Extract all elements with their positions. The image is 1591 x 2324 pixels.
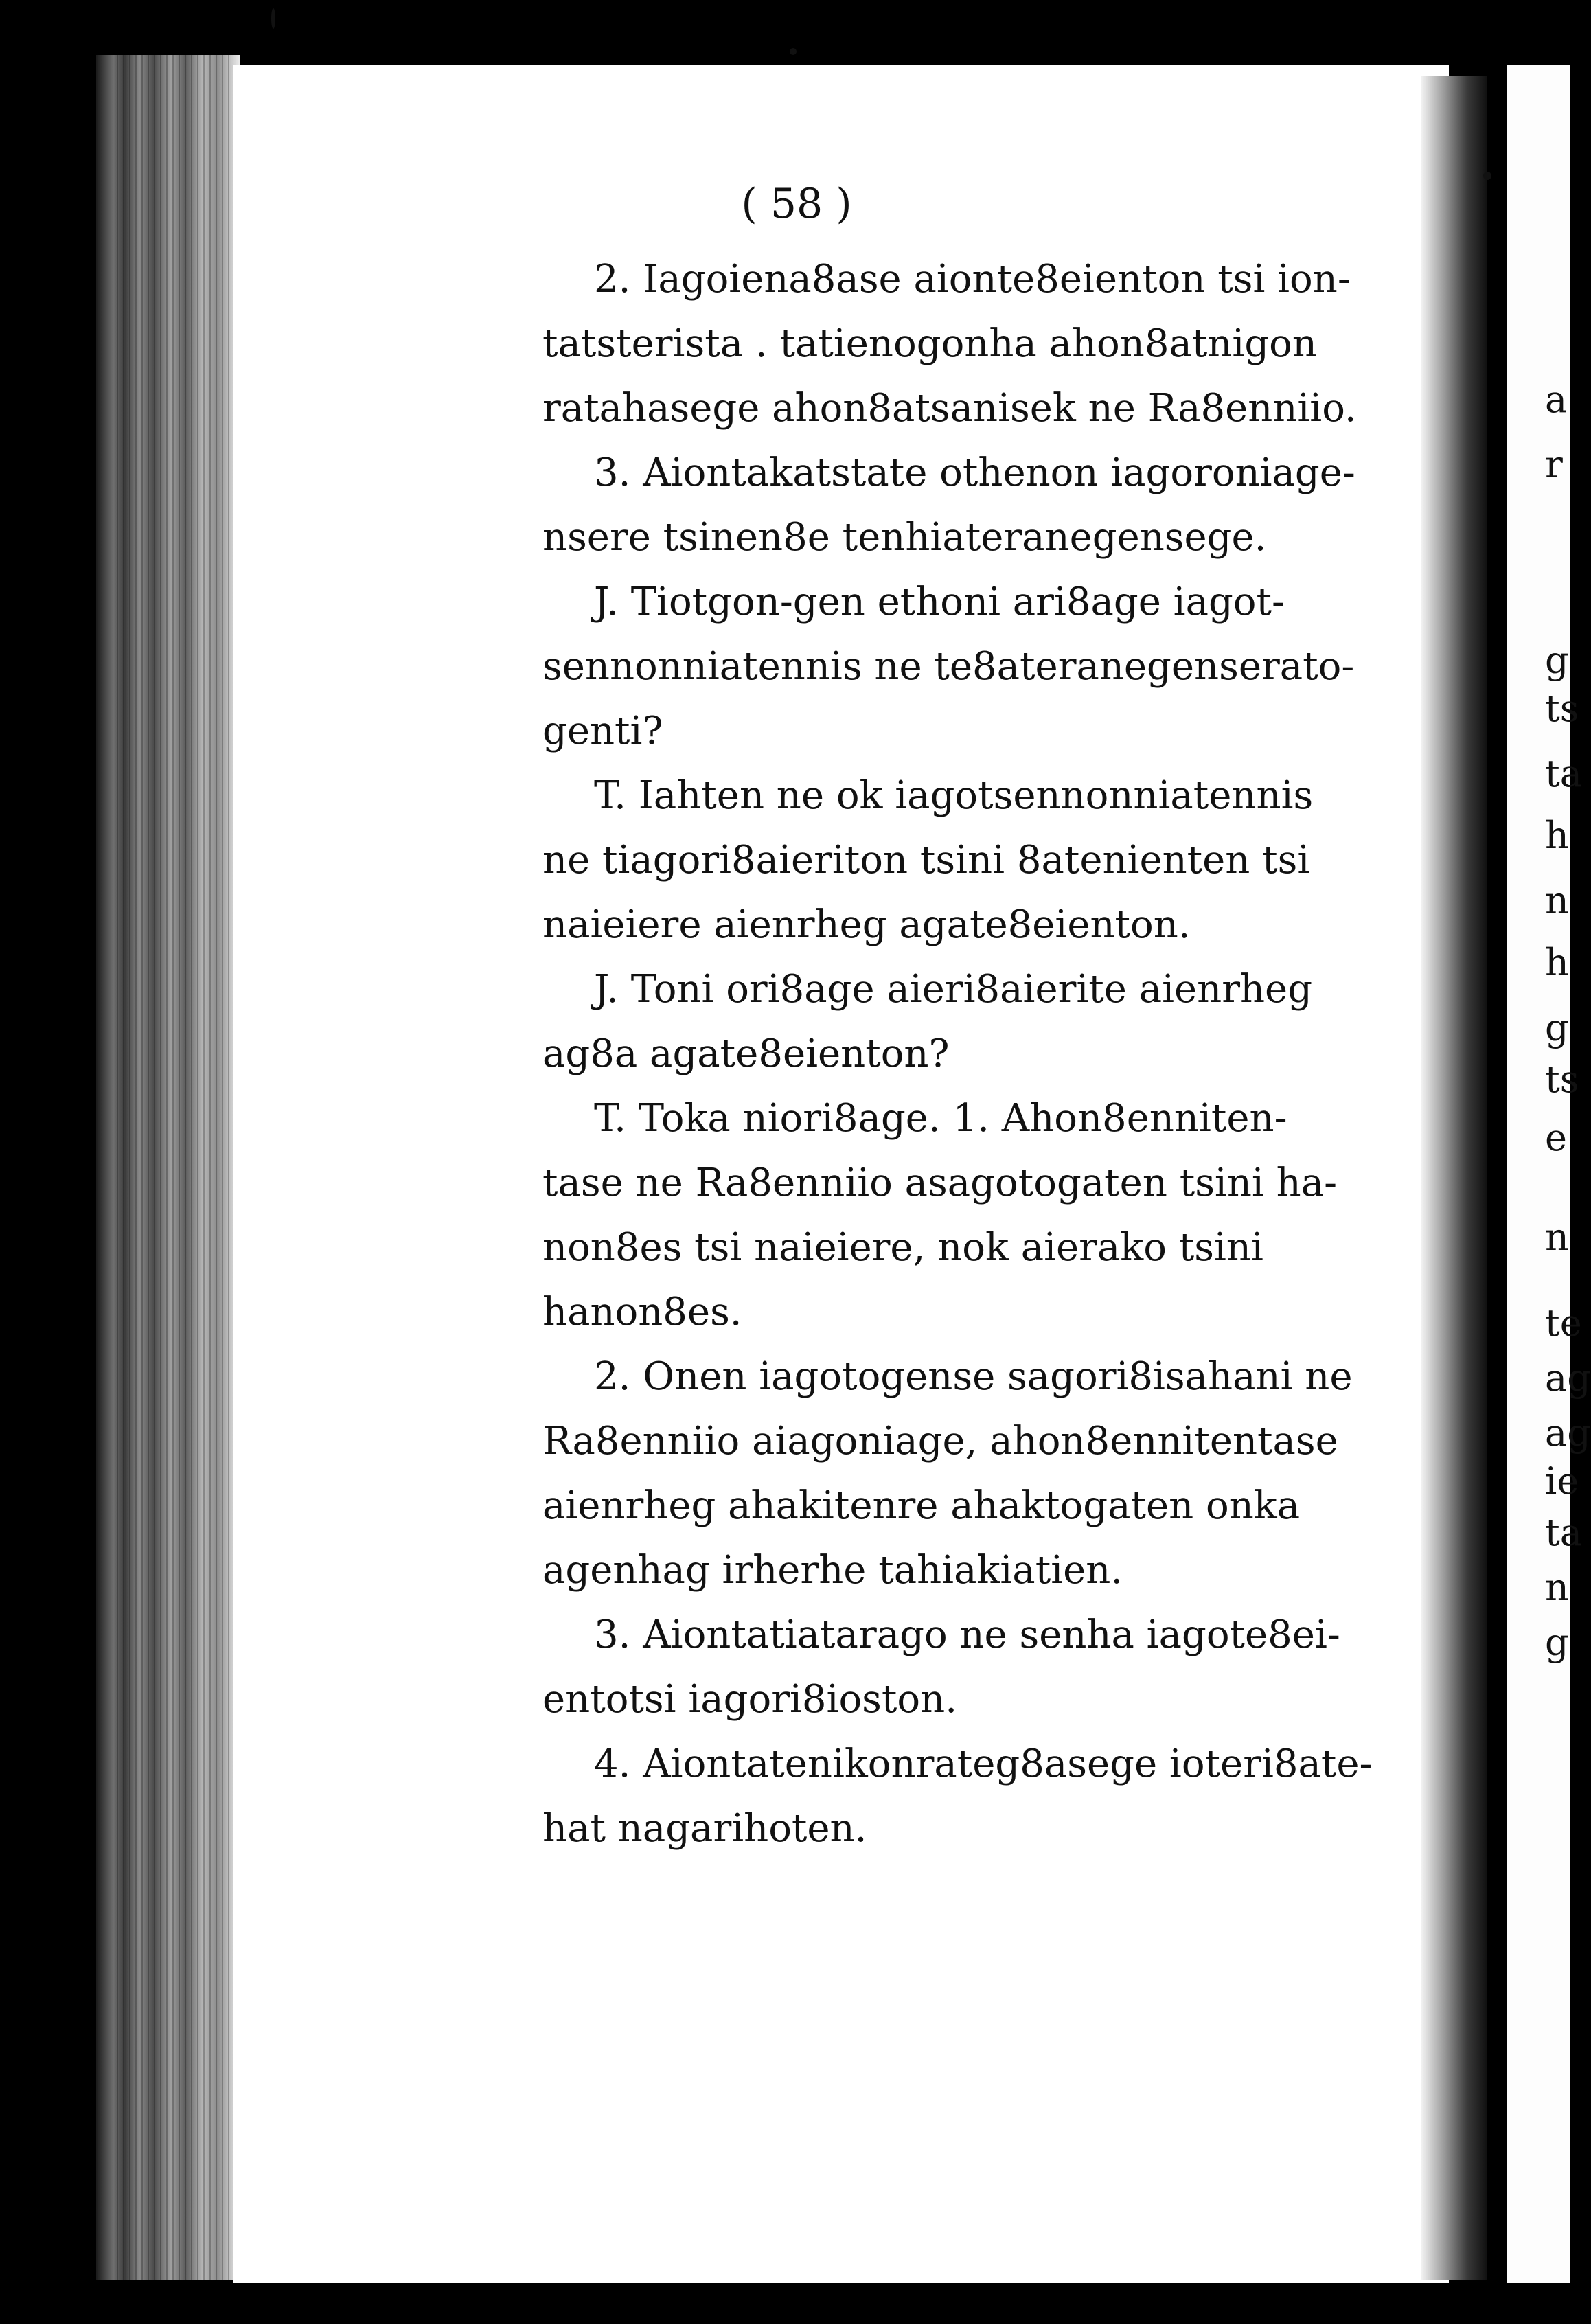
scan-speck	[1483, 172, 1491, 180]
text-line: J. Toni ori8age aieri8aierite aienrheg	[594, 967, 1313, 1012]
text-line: hanon8es.	[542, 1290, 742, 1334]
text-line: genti?	[542, 709, 663, 753]
scan-speck	[271, 8, 275, 29]
facing-page-letter: ts	[1545, 1058, 1579, 1101]
facing-page-letter: h	[1545, 941, 1569, 984]
text-line: Ra8enniio aiagoniage, ahon8ennitentase	[542, 1419, 1338, 1463]
gutter-page-edges	[117, 55, 233, 2280]
text-line: 4. Aiontatenikonrateg8asege ioteri8ate-	[594, 1742, 1373, 1786]
facing-page-letter: ie	[1545, 1459, 1579, 1503]
facing-page-letter: n	[1545, 879, 1569, 922]
text-line: nsere tsinen8e tenhiateranegensege.	[542, 515, 1267, 560]
facing-page-letter: ag	[1545, 1411, 1591, 1455]
page-edge-shadow	[1421, 76, 1487, 2280]
facing-page-letter: e	[1545, 1116, 1567, 1159]
text-line: ag8a agate8eienton?	[542, 1032, 950, 1076]
text-line: 3. Aiontakatstate othenon iagoroniage-	[594, 451, 1355, 495]
facing-page-letter: ta	[1545, 752, 1582, 795]
facing-page-letter: ts	[1545, 687, 1579, 730]
text-line: 2. Onen iagotogense sagori8isahani ne	[594, 1354, 1353, 1399]
page-number: ( 58 )	[741, 180, 852, 228]
text-line: 2. Iagoiena8ase aionte8eienton tsi ion-	[594, 257, 1351, 301]
text-line: non8es tsi naieiere, nok aierako tsini	[542, 1225, 1263, 1270]
text-line: 3. Aiontatiatarago ne senha iagote8ei-	[594, 1613, 1340, 1657]
text-line: hat nagarihoten.	[542, 1806, 867, 1851]
text-line: aienrheg ahakitenre ahaktogaten onka	[542, 1483, 1301, 1528]
text-line: tase ne Ra8enniio asagotogaten tsini ha-	[542, 1161, 1337, 1205]
text-line: sennonniatennis ne te8ateranegenserato-	[542, 644, 1355, 689]
facing-page-letter: ta	[1545, 1511, 1582, 1554]
text-line: J. Tiotgon-gen ethoni ari8age iagot-	[594, 580, 1285, 624]
facing-page-letter: h	[1545, 814, 1569, 857]
text-line: tatsterista . tatienogonha ahon8atnigon	[542, 321, 1317, 366]
scan-speck	[790, 48, 797, 55]
text-line: naieiere aienrheg agate8eienton.	[542, 902, 1191, 947]
facing-page-letter: n	[1545, 1216, 1569, 1259]
facing-page-letter: ag	[1545, 1356, 1591, 1400]
facing-page-letter: g	[1545, 639, 1569, 682]
facing-page-letter: n	[1545, 1566, 1569, 1609]
facing-page-letter: a	[1545, 378, 1568, 421]
text-line: T. Iahten ne ok iagotsennonniatennis	[594, 773, 1314, 818]
text-line: entotsi iagori8ioston.	[542, 1677, 957, 1722]
text-line: ne tiagori8aieriton tsini 8atenienten tsi	[542, 838, 1310, 882]
facing-page-letter: te	[1545, 1301, 1582, 1345]
text-line: ratahasege ahon8atsanisek ne Ra8enniio.	[542, 386, 1357, 431]
text-line: agenhag irherhe tahiakiatien.	[542, 1548, 1123, 1593]
facing-page-letter: g	[1545, 1006, 1569, 1049]
facing-page-letter: r	[1545, 443, 1563, 486]
text-line: T. Toka niori8age. 1. Ahon8enniten-	[594, 1096, 1287, 1141]
facing-page-letter: g	[1545, 1621, 1569, 1664]
